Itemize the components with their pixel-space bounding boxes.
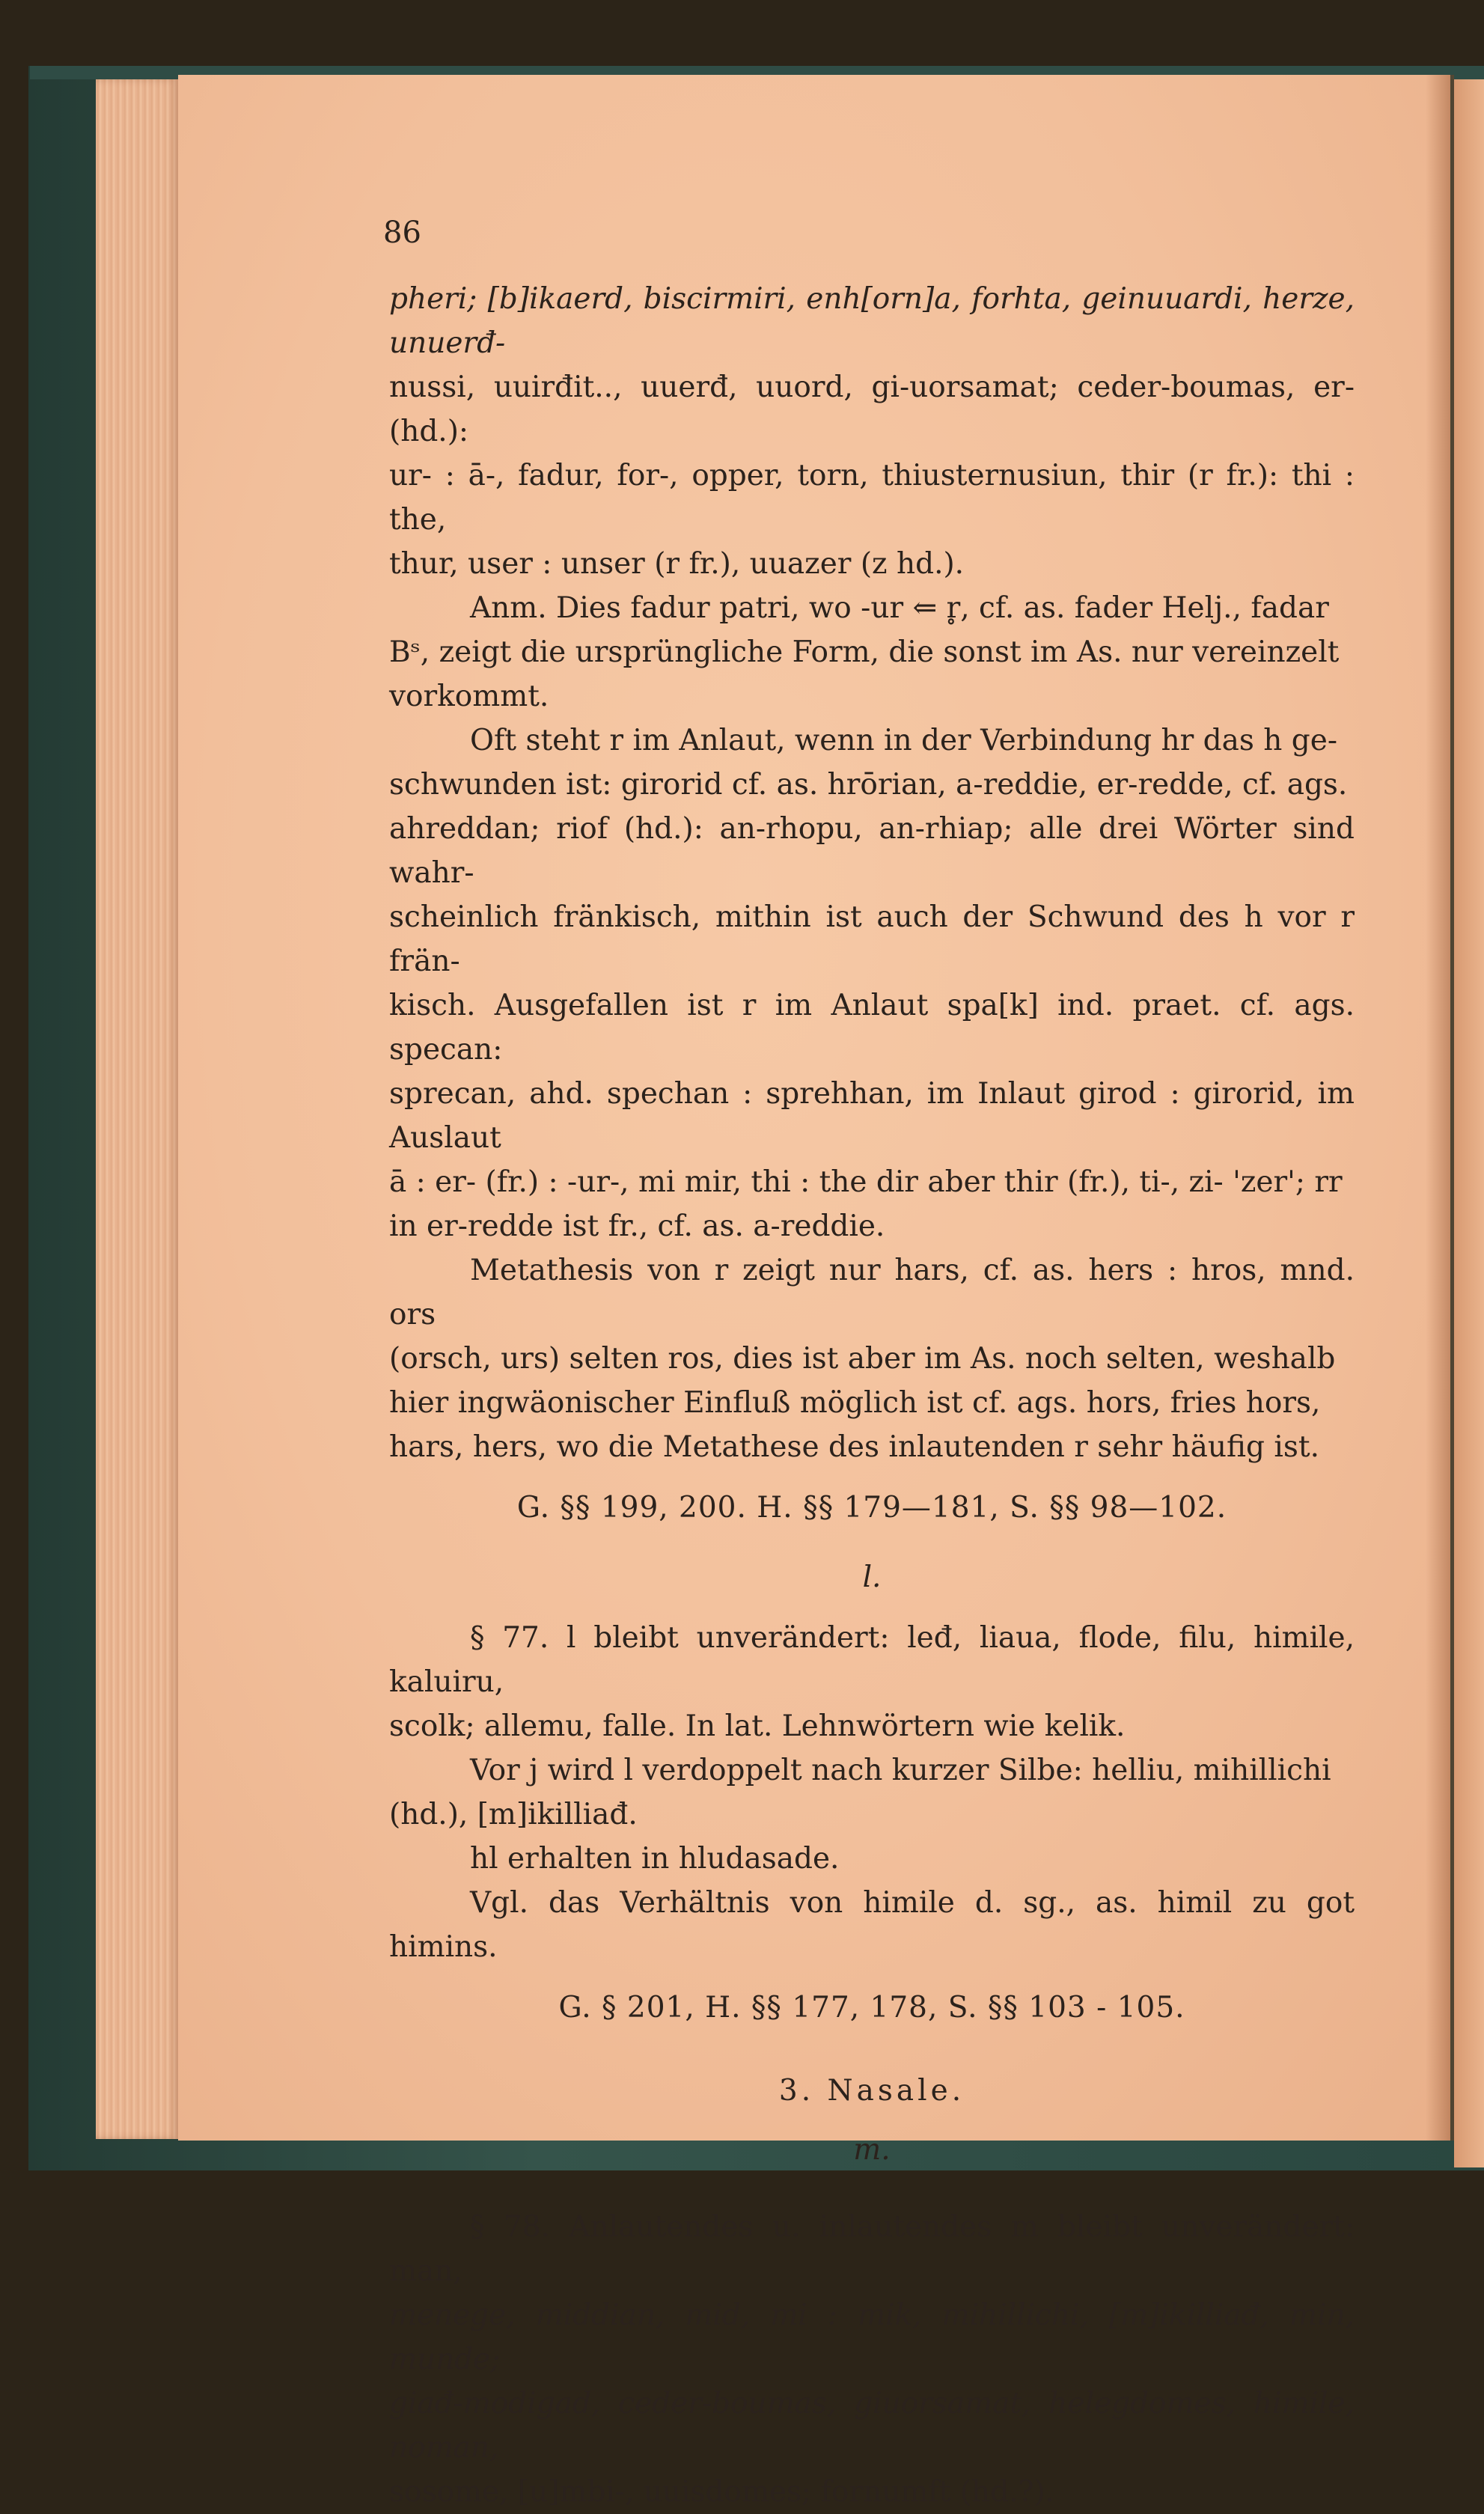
text-line: vorkommt. [389,680,549,713]
text-line: schwunden ist: girorid cf. as. hrōrian, a-reddie, er-redde, cf. ags. [389,768,1348,802]
page-number: 86 [383,216,421,250]
section-letter: m. [853,2133,891,2167]
text-line: Vgl. das Verhältnis von himile d. sg., as. himil zu got himins. [389,1886,1355,1964]
section-letter: l. [862,1560,882,1594]
text-line: § 77. l bleibt unverändert: leđ, liaua, flode, filu, himile, kaluiru, [389,1621,1355,1699]
page-text [389,202,1355,2514]
facing-page-edge [1454,79,1484,2167]
text-line: hier ingwäonischer Einfluß möglich ist cf. ags. hors, fries hors, [389,1386,1321,1420]
text-line: Vor j wird l verdoppelt nach kurzer Silbe: helliu, mihillichi [470,1754,1331,1787]
text-line: hars, hers, wo die Metathese des inlautenden r sehr häufig ist. [389,1430,1319,1464]
text-line: scheinlich fränkisch, mithin ist auch der Schwund des h vor r frän- [389,900,1355,978]
reference-line: G. §§ 199, 200. H. §§ 179—181, S. §§ 98—102. [516,1491,1227,1525]
text-line: pheri; [b]ikaerd, biscirmiri, enh[orn]a, forhta, geinuuardi, herze, unuerđ- [389,282,1355,360]
text-line: (hd.), [m]ikilliađ. [389,1798,638,1831]
text-line: sosome, [u]mbi-, uuisdomes; fornumft (hd.?). [389,2475,1055,2509]
text-line: Bˢ, zeigt die ursprüngliche Form, die sonst im As. nur vereinzelt [389,635,1340,669]
text-line: ā : er- (fr.) : -ur-, mi mir, thi : the dir aber thir (fr.), ti-, zi- 'zer'; rr [389,1165,1343,1199]
gutter-shadow [1426,75,1454,2141]
text-line: ur- : ā-, fadur, for-, opper, torn, thiusternusiun, thir (r fr.): thi : the, [389,459,1355,537]
text-line: thur, user : unser (r fr.), uuazer (z hd.). [389,547,965,581]
text-line: Metathesis von r zeigt nur hars, cf. as. hers : hros, mnd. ors [389,1254,1355,1331]
text-line: sprecan, ahd. spechan : sprehhan, im Inlaut girod : girorid, im Auslaut [389,1077,1355,1155]
text-line: menege, middian, mid, mi : mik, mihillichi, [m]ikilliađ, min, munde; [389,2298,1355,2376]
text-line: kisch. Ausgefallen ist r im Anlaut spa[k] ind. praet. cf. ags. specan: [389,989,1355,1067]
text-line: Anm. Dies fadur patri, wo -ur ⇐ r̥, cf. as. fader Helj., fadar [470,591,1329,625]
text-line: Oft steht r im Anlaut, wenn in der Verbindung hr das h ge- [470,724,1338,757]
text-line: § 78. Anlautendes u. inlautendes m bleibt unverändert: man, [389,2210,1355,2288]
text-line: in er-redde ist fr., cf. as. a-reddie. [389,1209,885,1243]
text-line: ahreddan; riof (hd.): an-rhopu, an-rhiap; alle drei Wörter sind wahr- [389,812,1355,890]
text-line: hl erhalten in hludasade. [470,1842,840,1876]
reference-line: G. § 201, H. §§ 177, 178, S. §§ 103 - 105. [558,1991,1185,2025]
section-heading: 3. Nasale. [778,2074,965,2108]
text-line: (orsch, urs) selten ros, dies ist aber im As. noch selten, weshalb [389,1342,1336,1376]
page-stack-edge [96,79,178,2139]
text-line: nussi, uuirđit.., uuerđ, uuord, gi-uorsamat; ceder-boumas, er- (hd.): [389,370,1355,448]
text-line: scolk; allemu, falle. In lat. Lehnwörtern wie kelik. [389,1709,1126,1743]
text-line: giađ-modigad, ceder-boumas, giuorsamat, helegdomes, himile, noman, [389,2387,1355,2465]
